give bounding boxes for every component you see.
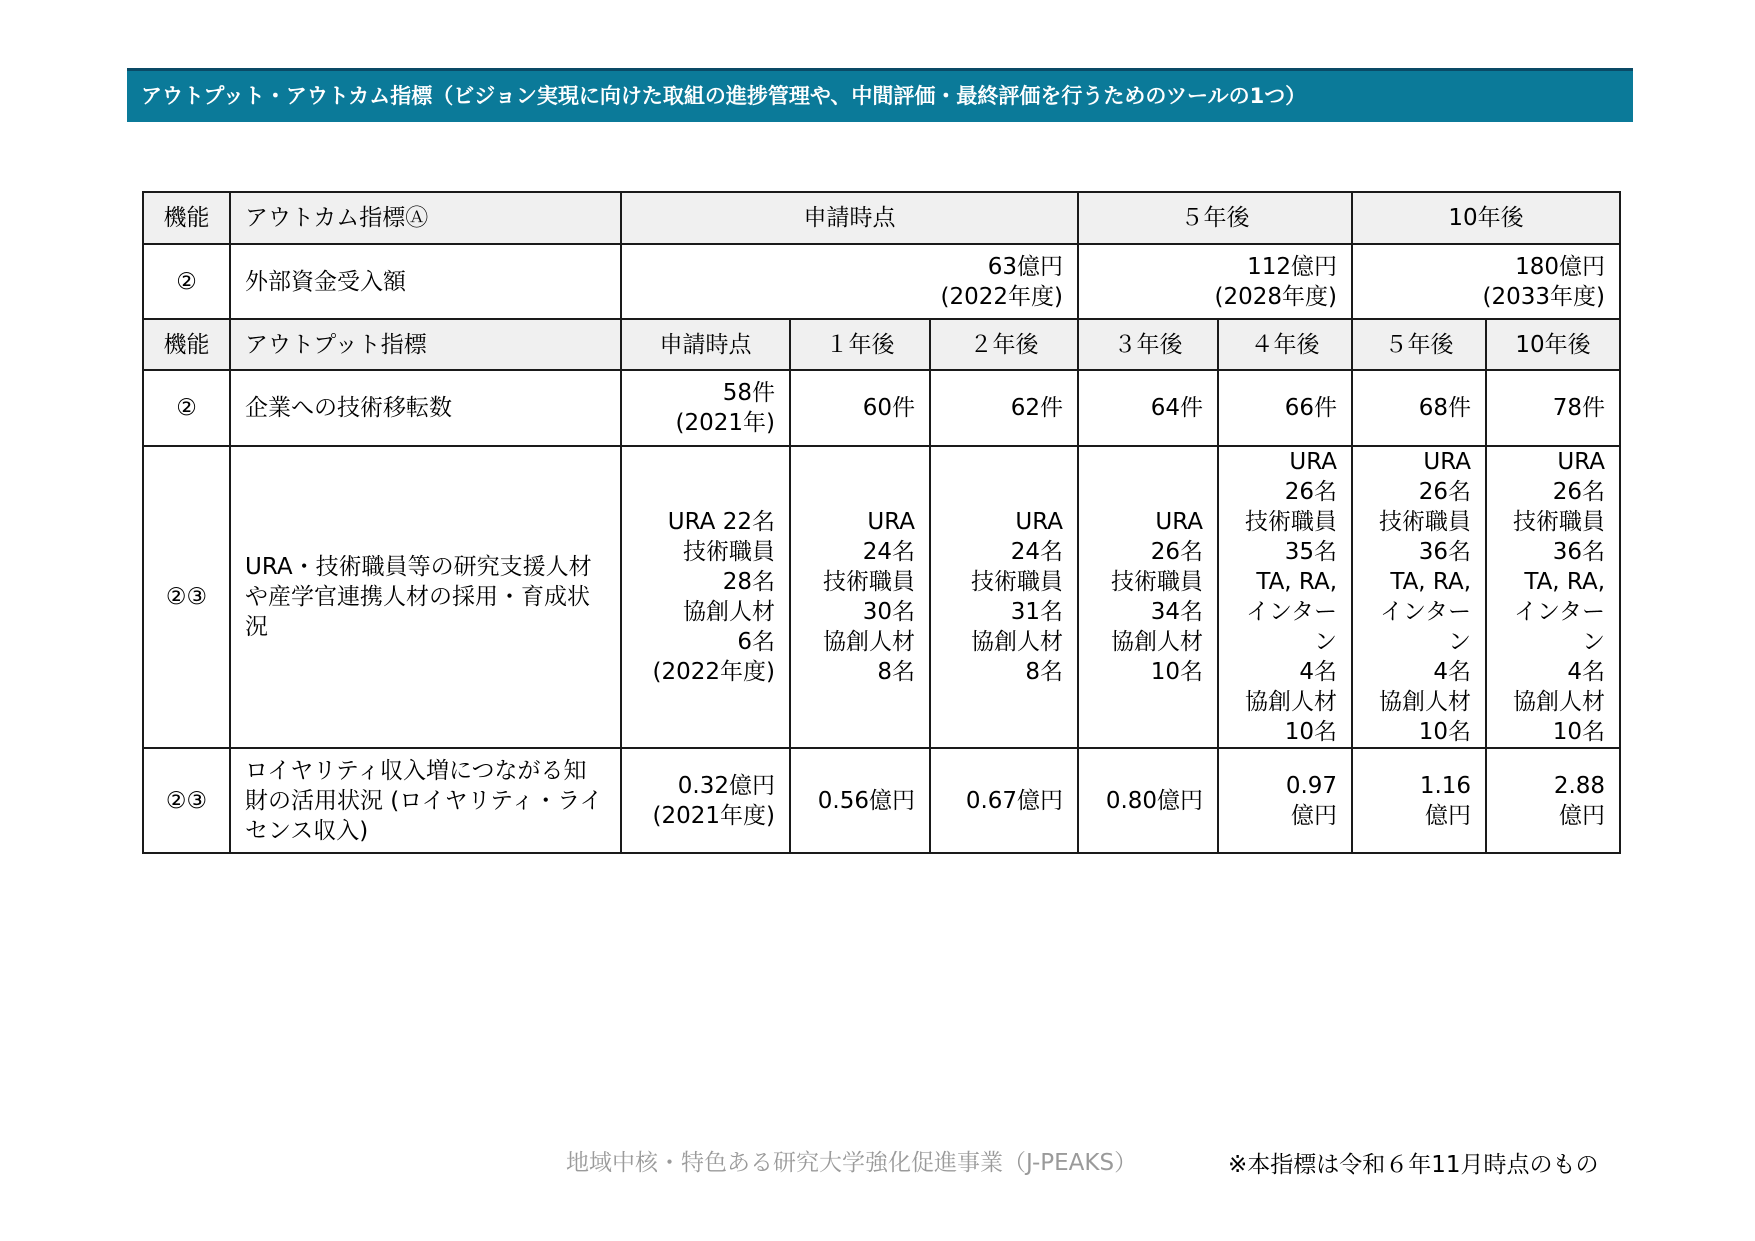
output-cell xyxy=(621,370,790,446)
outcome-header-c3: 10年後 xyxy=(1352,192,1620,244)
outcome-c2-note: (2028年度) xyxy=(1214,283,1338,310)
cell-line: 10名 xyxy=(1284,719,1338,745)
outcome-c2-value: 112億円 xyxy=(1247,253,1338,280)
outcome-cell-c3 xyxy=(1352,244,1620,319)
cell-line: 24名 xyxy=(1010,539,1064,565)
cell-line: 協創人材 xyxy=(971,629,1064,655)
banner-title: アウトプット・アウトカム指標（ビジョン実現に向けた取組の進捗管理や、中間評価・最終評価を行うためのツールの1つ） xyxy=(141,84,1307,108)
outcome-cell-c1 xyxy=(621,244,1078,319)
cell-line: 36名 xyxy=(1552,539,1606,565)
output-header-indicator: アウトプット指標 xyxy=(230,319,621,370)
output-cell xyxy=(790,748,930,853)
cell-line: 協創人材 xyxy=(1111,629,1204,655)
cell-line: 26名 xyxy=(1418,479,1472,505)
cell-line: 30名 xyxy=(862,599,915,625)
output-header-col: ５年後 xyxy=(1352,319,1486,370)
outcome-cell-c2 xyxy=(1078,244,1352,319)
cell-line: 技術職員 xyxy=(1245,509,1338,535)
output-func: ②③ xyxy=(143,446,230,748)
cell-line: 8名 xyxy=(1025,659,1064,685)
cell-line: 協創人材 xyxy=(1513,689,1606,715)
output-cell xyxy=(1486,370,1620,446)
cell-line: TA, RA, xyxy=(1524,569,1606,595)
cell-line: 6名 xyxy=(737,629,775,655)
cell-line: 4名 xyxy=(1567,659,1606,685)
cell-line: 1.16 xyxy=(1419,772,1472,799)
output-label: ロイヤリティ収入増につながる知財の活用状況 (ロイヤリティ・ライセンス収入) xyxy=(230,748,621,853)
cell-line: 34名 xyxy=(1150,599,1204,625)
cell-line: URA xyxy=(1423,449,1472,475)
output-cell xyxy=(930,446,1078,748)
cell-line: 64件 xyxy=(1150,395,1204,421)
cell-line: 60件 xyxy=(862,395,915,421)
outcome-row xyxy=(143,244,1620,319)
cell-line: 技術職員 xyxy=(1111,569,1204,595)
cell-line: URA xyxy=(1155,509,1204,535)
cell-line: URA 22名 xyxy=(667,509,775,535)
output-cell xyxy=(1078,370,1218,446)
cell-line: インターン xyxy=(1513,599,1606,655)
output-header-col: １年後 xyxy=(790,319,930,370)
output-label: URA・技術職員等の研究支援人材や産学官連携人材の採用・育成状況 xyxy=(230,446,621,748)
outcome-c3-note: (2033年度) xyxy=(1482,283,1606,310)
cell-line: 36名 xyxy=(1418,539,1472,565)
cell-line: 億円 xyxy=(1559,802,1606,829)
cell-line: 2.88 xyxy=(1553,772,1606,799)
cell-line: 0.67億円 xyxy=(965,787,1064,814)
footer-source: 地域中核・特色ある研究大学強化促進事業（J-PEAKS） xyxy=(566,1150,1138,1176)
cell-line: 78件 xyxy=(1552,395,1606,421)
outcome-label: 外部資金受入額 xyxy=(230,244,621,319)
outcome-c1-note: (2022年度) xyxy=(940,283,1064,310)
cell-line: 技術職員 xyxy=(683,539,775,565)
cell-line: URA xyxy=(1557,449,1606,475)
cell-line: 68件 xyxy=(1418,395,1472,421)
cell-line: 10名 xyxy=(1418,719,1472,745)
output-row xyxy=(143,748,1620,853)
output-func: ②③ xyxy=(143,748,230,853)
outcome-header-row xyxy=(143,192,1620,244)
cell-line: 0.97 xyxy=(1285,772,1338,799)
cell-line: 億円 xyxy=(1291,802,1338,829)
output-cell xyxy=(621,446,790,748)
output-func: ② xyxy=(143,370,230,446)
outcome-header-c1: 申請時点 xyxy=(621,192,1078,244)
output-cell xyxy=(930,370,1078,446)
output-cell xyxy=(1352,370,1486,446)
output-cell xyxy=(1218,370,1352,446)
cell-line: URA xyxy=(1289,449,1338,475)
output-row xyxy=(143,446,1620,748)
footer-note: ※本指標は令和６年11月時点のもの xyxy=(1228,1152,1599,1178)
cell-line: 8名 xyxy=(877,659,915,685)
output-header-row xyxy=(143,319,1620,370)
output-row xyxy=(143,370,1620,446)
cell-line: URA xyxy=(867,509,915,535)
output-cell xyxy=(1078,748,1218,853)
cell-line: 24名 xyxy=(862,539,915,565)
output-cell xyxy=(1352,748,1486,853)
cell-line: 58件 xyxy=(722,380,775,406)
cell-line: 26名 xyxy=(1552,479,1606,505)
cell-line: 4名 xyxy=(1433,659,1472,685)
cell-line: 協創人材 xyxy=(1379,689,1472,715)
cell-line: 技術職員 xyxy=(823,569,915,595)
outcome-func: ② xyxy=(143,244,230,319)
cell-line: 協創人材 xyxy=(823,629,915,655)
outcome-c1-value: 63億円 xyxy=(987,253,1064,280)
output-label: 企業への技術移転数 xyxy=(230,370,621,446)
cell-line: 66件 xyxy=(1284,395,1338,421)
cell-line: URA xyxy=(1015,509,1064,535)
output-cell xyxy=(621,748,790,853)
cell-line: 技術職員 xyxy=(1513,509,1606,535)
output-cell xyxy=(1486,446,1620,748)
output-header-col: ２年後 xyxy=(930,319,1078,370)
output-header-func: 機能 xyxy=(143,319,230,370)
section-banner xyxy=(127,68,1633,122)
cell-line: 0.56億円 xyxy=(817,787,915,814)
cell-line: 10名 xyxy=(1552,719,1606,745)
cell-line: TA, RA, xyxy=(1390,569,1472,595)
output-cell xyxy=(1078,446,1218,748)
cell-line: 62件 xyxy=(1010,395,1064,421)
cell-line: 技術職員 xyxy=(971,569,1064,595)
output-cell xyxy=(790,370,930,446)
output-cell xyxy=(930,748,1078,853)
output-cell xyxy=(1218,748,1352,853)
outcome-header-indicator: アウトカム指標Ⓐ xyxy=(230,192,621,244)
cell-line: 26名 xyxy=(1284,479,1338,505)
outcome-header-c2: ５年後 xyxy=(1078,192,1352,244)
indicator-table xyxy=(142,191,1621,854)
cell-line: 協創人材 xyxy=(683,599,775,625)
cell-line: 億円 xyxy=(1425,802,1472,829)
output-cell xyxy=(790,446,930,748)
output-header-col: 申請時点 xyxy=(621,319,790,370)
cell-line: インターン xyxy=(1245,599,1338,655)
cell-line: 4名 xyxy=(1299,659,1338,685)
cell-line: 0.32億円 xyxy=(677,772,775,799)
cell-line: 0.80億円 xyxy=(1105,787,1204,814)
cell-line: TA, RA, xyxy=(1256,569,1338,595)
cell-line: インターン xyxy=(1379,599,1472,655)
outcome-c3-value: 180億円 xyxy=(1515,253,1606,280)
output-header-col: ３年後 xyxy=(1078,319,1218,370)
cell-line: 35名 xyxy=(1284,539,1338,565)
output-header-col: 10年後 xyxy=(1486,319,1620,370)
cell-line: (2021年) xyxy=(675,410,775,436)
cell-line: 31名 xyxy=(1010,599,1064,625)
cell-line: 26名 xyxy=(1150,539,1204,565)
cell-line: 協創人材 xyxy=(1245,689,1338,715)
output-cell xyxy=(1486,748,1620,853)
cell-line: 10名 xyxy=(1150,659,1204,685)
outcome-header-func: 機能 xyxy=(143,192,230,244)
cell-line: (2021年度) xyxy=(652,802,775,829)
output-header-col: ４年後 xyxy=(1218,319,1352,370)
cell-line: (2022年度) xyxy=(652,659,775,685)
output-cell xyxy=(1352,446,1486,748)
cell-line: 28名 xyxy=(722,569,775,595)
cell-line: 技術職員 xyxy=(1379,509,1472,535)
output-cell xyxy=(1218,446,1352,748)
